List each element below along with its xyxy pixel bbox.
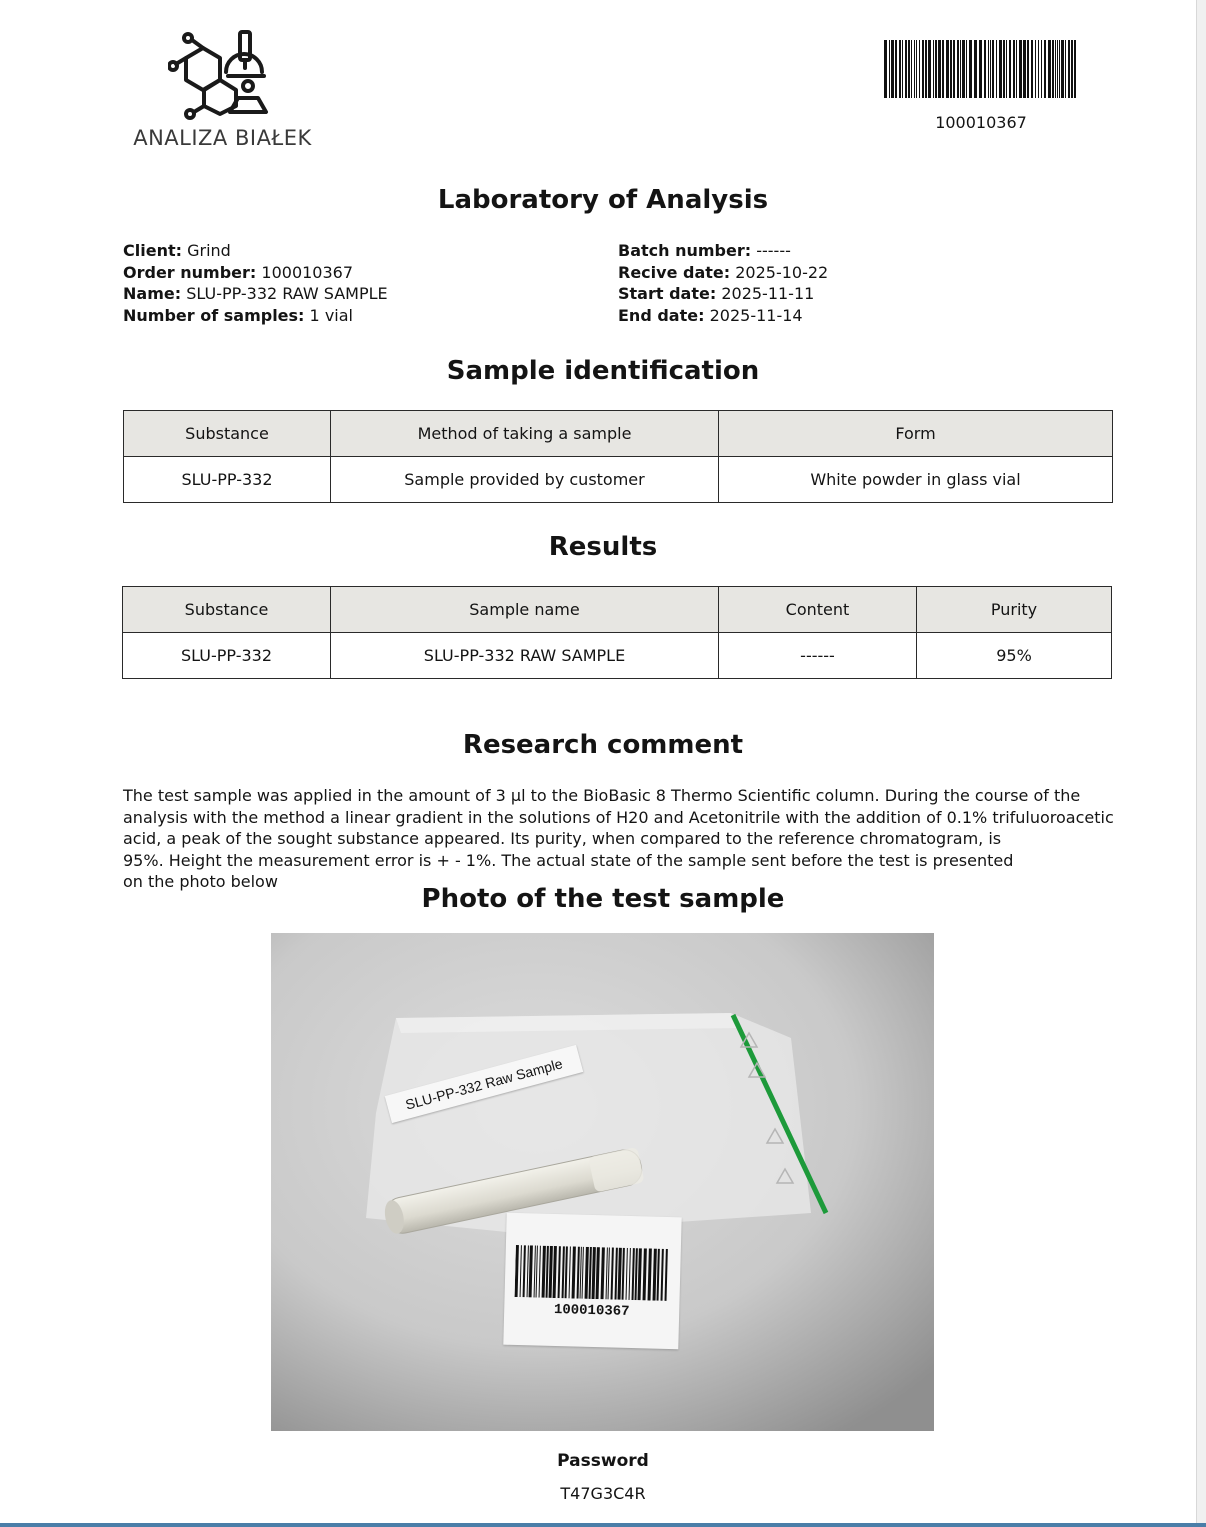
page-right-edge — [1196, 0, 1206, 1527]
barcode-bar — [632, 1248, 635, 1300]
barcode-bar — [1057, 40, 1058, 98]
barcode-bar — [665, 1249, 668, 1301]
barcode-bar — [938, 40, 941, 98]
barcode-bar — [572, 1246, 576, 1298]
barcode-number: 100010367 — [935, 113, 1027, 132]
table-cell: Sample provided by customer — [331, 457, 719, 503]
barcode-bar — [601, 1247, 605, 1299]
name-line: Name: SLU-PP-332 RAW SAMPLE — [123, 284, 388, 303]
barcode-bar — [1044, 40, 1046, 98]
barcode-bar — [569, 1246, 571, 1298]
barcode-bar — [585, 1247, 589, 1299]
barcode-bar — [1013, 40, 1015, 98]
table-row — [123, 633, 1112, 679]
barcode-bar — [953, 40, 955, 98]
barcode-bar — [1027, 40, 1029, 98]
barcode-bar — [895, 40, 897, 98]
barcode-bar — [622, 1248, 625, 1300]
barcode-bar — [960, 40, 961, 98]
page-bottom-edge — [0, 1523, 1206, 1527]
barcode-bar — [935, 40, 937, 98]
sample-photo — [271, 933, 934, 1431]
info-left — [123, 240, 388, 326]
barcode-bar — [562, 1246, 565, 1298]
barcode-bar — [589, 1247, 592, 1299]
end-date-line: End date: 2025-11-14 — [618, 305, 803, 325]
barcode-bar — [553, 1246, 557, 1298]
table-cell: SLU-PP-332 RAW SAMPLE — [331, 633, 719, 679]
barcode-bar — [549, 1246, 553, 1298]
table-cell: White powder in glass vial — [719, 457, 1113, 503]
number-of-samples-line: Number of samples: 1 vial — [123, 305, 353, 325]
barcode-bar — [643, 1248, 647, 1300]
barcode-bar — [990, 40, 991, 98]
table-cell: ------ — [719, 633, 917, 679]
barcode-bar — [565, 1246, 568, 1298]
receive-date-line: Recive date: 2025-10-22 — [618, 262, 829, 282]
barcode-bar — [542, 1246, 546, 1298]
barcode-bar — [596, 1247, 600, 1299]
column-header: Substance — [123, 587, 331, 633]
info-right — [618, 240, 828, 326]
barcode-bar — [546, 1246, 549, 1298]
barcode-bar — [889, 40, 890, 98]
barcode-bar — [916, 40, 917, 98]
research-comment-heading: Research comment — [462, 730, 744, 760]
barcode-bar — [638, 1248, 642, 1300]
barcode-bar — [1074, 40, 1076, 98]
column-header: Method of taking a sample — [331, 411, 719, 457]
barcode-bar — [984, 40, 986, 98]
barcode-bar — [606, 1247, 608, 1299]
column-header: Sample name — [331, 587, 719, 633]
photo-heading: Photo of the test sample — [421, 884, 785, 914]
barcode-bar — [899, 40, 901, 98]
molecule-microscope-logo-icon — [168, 28, 278, 120]
barcode-bar — [635, 1248, 638, 1300]
barcode-bar — [615, 1248, 618, 1300]
barcode-bar — [942, 40, 944, 98]
tag-barcode-icon — [515, 1245, 671, 1301]
barcode-bar — [884, 40, 887, 98]
client-line: Client: Grind — [123, 241, 231, 260]
results-heading: Results — [548, 532, 658, 562]
column-header: Form — [719, 411, 1113, 457]
barcode-bar — [902, 40, 903, 98]
barcode-bar — [919, 40, 920, 98]
barcode-bar — [1048, 40, 1051, 98]
barcode-bar — [653, 1249, 657, 1301]
barcode-bar — [957, 40, 959, 98]
barcode-bar — [648, 1248, 652, 1300]
barcode-bar — [1061, 40, 1064, 98]
barcode-bar — [1059, 40, 1060, 98]
purity-cell: 95% — [917, 633, 1112, 679]
column-header: Content — [719, 587, 917, 633]
barcode-bar — [996, 40, 997, 98]
barcode-bar — [523, 1245, 526, 1297]
barcode-bar — [1023, 40, 1026, 98]
barcode-bar — [969, 40, 972, 98]
results-table — [122, 586, 1112, 679]
barcode-bar — [1016, 40, 1017, 98]
barcode-bar — [1052, 40, 1054, 98]
barcode-bar — [539, 1246, 541, 1298]
barcode-bar — [520, 1245, 522, 1297]
barcode-bar — [1035, 40, 1036, 98]
barcode-bar — [966, 40, 967, 98]
table-header-row — [124, 411, 1113, 457]
password-value: T47G3C4R — [560, 1484, 646, 1503]
barcode-bar — [618, 1248, 622, 1300]
photo-barcode-tag — [503, 1213, 681, 1350]
column-header: Substance — [124, 411, 331, 457]
barcode-bar — [933, 40, 934, 98]
barcode-bar — [580, 1247, 582, 1299]
barcode-bar — [1038, 40, 1039, 98]
barcode-bar — [905, 40, 907, 98]
barcode-bar — [911, 40, 912, 98]
sample-identification-table — [123, 410, 1113, 503]
barcode-bar — [527, 1245, 529, 1297]
barcode-bar — [925, 40, 927, 98]
barcode-bar — [661, 1249, 664, 1301]
barcode-bar — [1009, 40, 1011, 98]
barcode-bar — [988, 40, 989, 98]
barcode-bar — [1031, 40, 1033, 98]
barcode-bar — [1041, 40, 1042, 98]
barcode-bar — [515, 1245, 519, 1297]
barcode-bar — [529, 1245, 533, 1297]
sample-identification-heading: Sample identification — [446, 356, 760, 386]
barcode-bar — [946, 40, 949, 98]
barcode-bar — [914, 40, 915, 98]
barcode-bar — [1071, 40, 1073, 98]
barcode-bar — [979, 40, 982, 98]
table-row — [124, 457, 1113, 503]
barcode-bar — [592, 1247, 596, 1299]
barcode-bar — [611, 1247, 614, 1299]
barcode-bar — [558, 1246, 561, 1298]
barcode-bar — [626, 1248, 628, 1300]
barcode-bar — [974, 40, 977, 98]
barcode-bar — [1003, 40, 1005, 98]
logo-text: ANALIZA BIAŁEK — [133, 126, 312, 150]
barcode-bar — [608, 1247, 610, 1299]
company-logo — [120, 28, 325, 156]
barcode-icon — [884, 40, 1078, 98]
barcode-bar — [1006, 40, 1007, 98]
barcode-bar — [950, 40, 952, 98]
barcode-bar — [891, 40, 894, 98]
barcode-bar — [657, 1249, 660, 1301]
barcode-bar — [577, 1247, 580, 1299]
barcode-bar — [928, 40, 931, 98]
page-title: Laboratory of Analysis — [437, 185, 769, 215]
photo-sample-label: SLU-PP-332 Raw Sample — [385, 1045, 583, 1123]
password-label: Password — [557, 1451, 649, 1471]
barcode-bar — [962, 40, 965, 98]
barcode-bar — [908, 40, 910, 98]
barcode-bar — [534, 1245, 536, 1297]
barcode-bar — [536, 1246, 538, 1298]
research-comment-text: The test sample was applied in the amount of 3 µl to the BioBasic 8 Thermo Scientific column. During the course of the analysis with the method a linear gradient in the solutions of H20 and Acetonitrile with the addition of 0.1% trifuluoroacetic acid, a peak of the sought substance appeared. Its purity, when compared to the reference chromatogram, is 95%. Height the measurement error is + - 1%. The actual state of the sample sent before the test is presented on the photo below — [123, 786, 1114, 891]
order-number-line: Order number: 100010367 — [123, 262, 354, 282]
table-header-row — [123, 587, 1112, 633]
column-header: Purity — [917, 587, 1112, 633]
table-cell: SLU-PP-332 — [124, 457, 331, 503]
barcode-bar — [582, 1247, 584, 1299]
tag-barcode-number: 100010367 — [553, 1302, 630, 1320]
barcode-bar — [1068, 40, 1070, 98]
barcode-bar — [1019, 40, 1022, 98]
barcode-bar — [992, 40, 994, 98]
barcode-bar — [629, 1248, 631, 1300]
batch-number-line: Batch number: ------ — [618, 241, 791, 260]
barcode-bar — [922, 40, 924, 98]
table-cell: SLU-PP-332 — [123, 633, 331, 679]
barcode-bar — [999, 40, 1002, 98]
barcode-bar — [1055, 40, 1056, 98]
barcode-bar — [1065, 40, 1066, 98]
start-date-line: Start date: 2025-11-11 — [618, 284, 815, 303]
